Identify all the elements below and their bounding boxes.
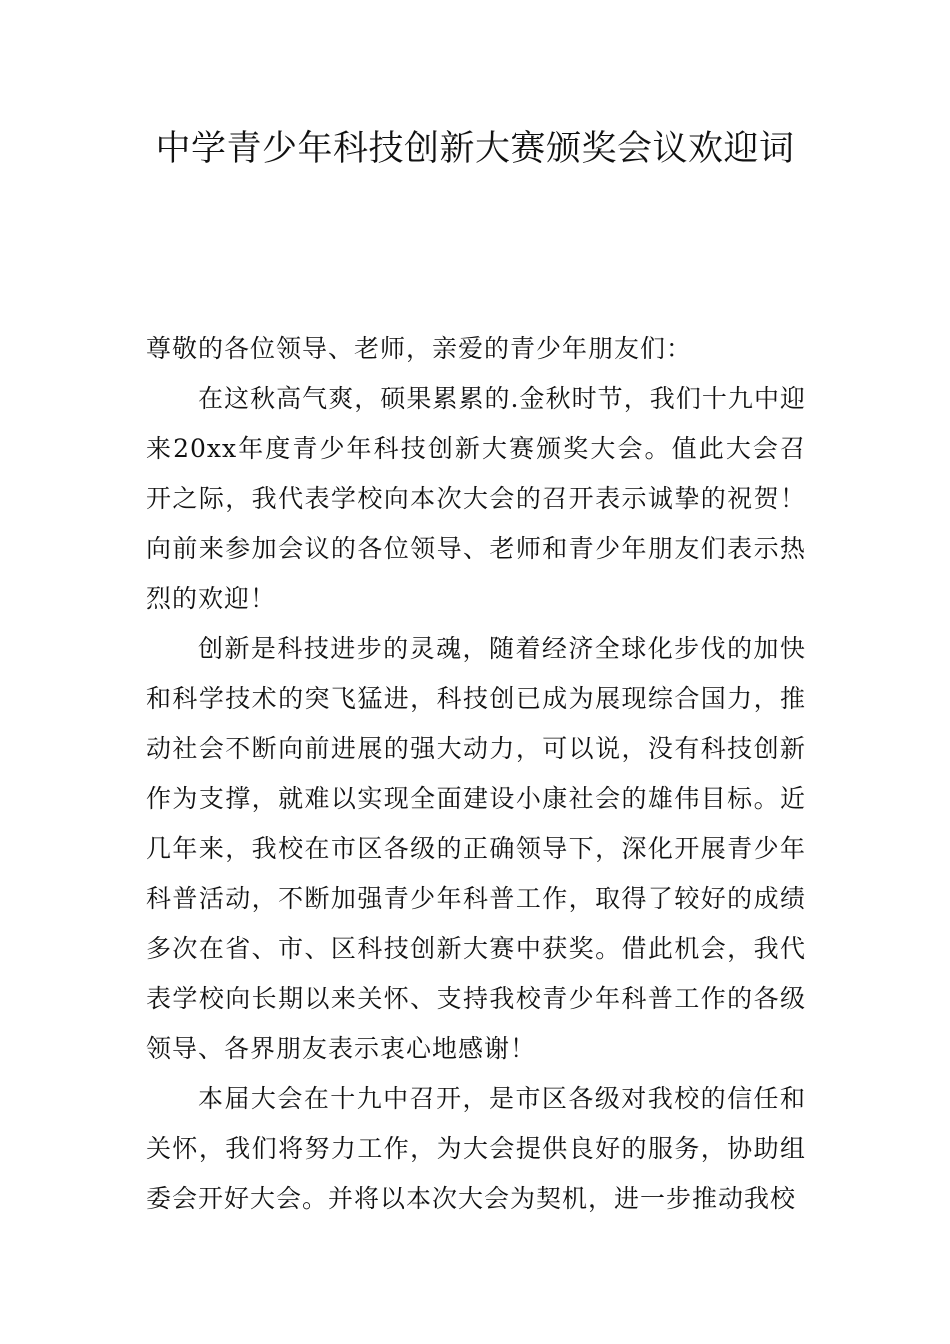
paragraph-3: 本届大会在十九中召开，是市区各级对我校的信任和关怀，我们将努力工作，为大会提供良好的服务，协助组委会开好大会。并将以本次大会为契机，进一步推动我校 [146, 1084, 806, 1213]
paragraph-1: 在这秋高气爽，硕果累累的.金秋时节，我们十九中迎来20xx年度青少年科技创新大赛颁奖大会。值此大会召开之际，我代表学校向本次大会的召开表示诚挚的祝贺！向前来参加会议的各位领导、老师和青少年朋友们表示热烈的欢迎！ [146, 384, 806, 613]
salutation: 尊敬的各位领导、老师，亲爱的青少年朋友们： [146, 334, 693, 363]
paragraph-2: 创新是科技进步的灵魂，随着经济全球化步伐的加快和科学技术的突飞猛进，科技创已成为展现综合国力，推动社会不断向前进展的强大动力，可以说，没有科技创新作为支撑，就难以实现全面建设小康社会的雄伟目标。近几年来，我校在市区各级的正确领导下，深化开展青少年科普活动，不断加强青少年科普工作，取得了较好的成绩多次在省、市、区科技创新大赛中获奖。借此机会，我代表学校向长期以来关怀、支持我校青少年科普工作的各级领导、各界朋友表示衷心地感谢！ [146, 634, 806, 1063]
document-body [146, 324, 806, 1224]
document-title: 中学青少年科技创新大赛颁奖会议欢迎词 [155, 129, 795, 169]
